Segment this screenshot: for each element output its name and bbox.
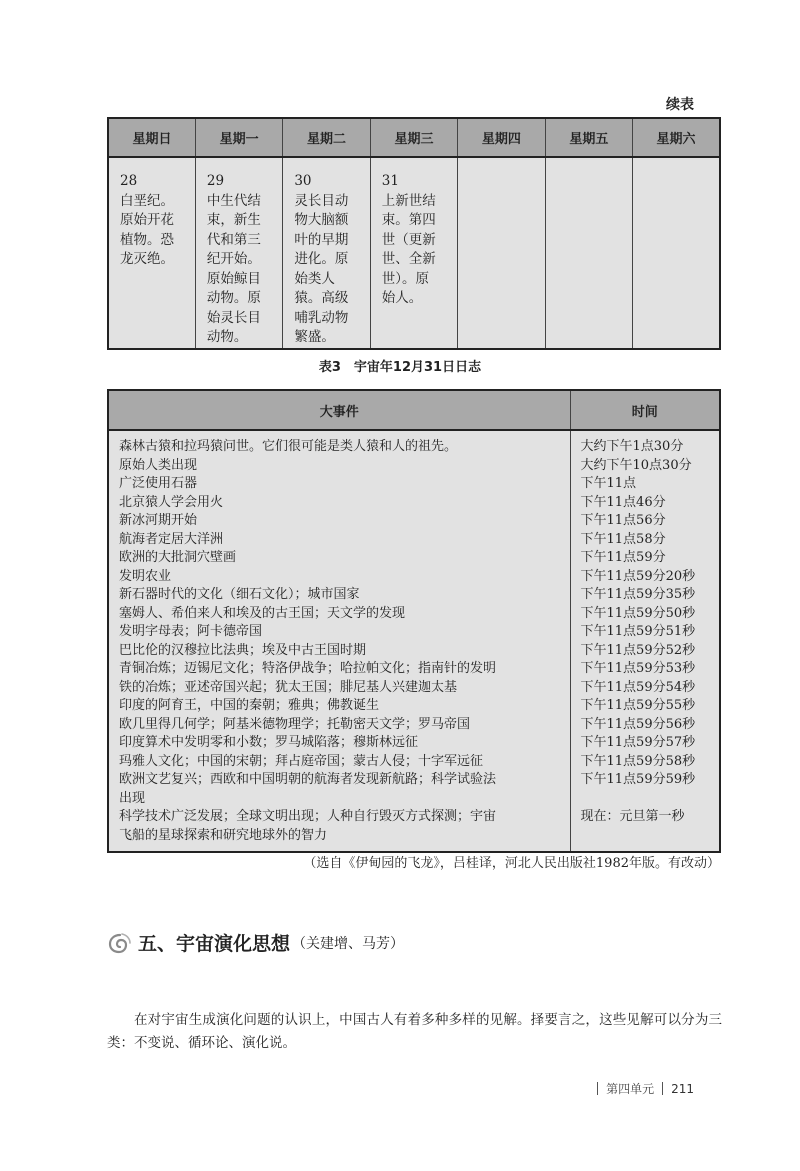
calendar-header-row [108,118,720,157]
cell-line: 世）。原 [381,270,430,287]
time-entry: 下午11点59分55秒 [580,698,696,713]
event-entry: 广泛使用石器 [119,476,198,491]
time-entry: 下午11点 [580,476,637,491]
event-entry: 森林古猿和拉玛猿问世。它们很可能是类人猿和人的祖先。 [119,439,458,454]
event-entry-continued: 出现 [119,790,146,806]
cell-line: 白垩纪。 [120,192,174,209]
cell-line: 动物。 [206,329,248,345]
cell-line: 始类人 [294,270,335,287]
weekday-header: 星期日 [108,118,195,157]
time-entry: 大约下午10点30分 [580,457,692,473]
cell-line: 灵长目动 [294,192,349,209]
event-entry: 巴比伦的汉穆拉比法典；埃及中古王国时期 [119,642,367,658]
time-entry: 下午11点59分54秒 [580,679,696,695]
time-entry: 大约下午1点30分 [580,439,684,454]
footer-divider [662,1082,663,1095]
time-entry: 下午11点59分50秒 [580,605,696,621]
cell-line: 物大脑额 [294,212,349,228]
page-number: 211 [671,1081,694,1096]
event-entry: 塞姆人、希伯来人和埃及的古王国；天文学的发现 [119,605,406,621]
time-entry: 下午11点59分51秒 [580,624,696,639]
calendar-table [107,117,721,350]
footer-divider [597,1082,598,1095]
day-number: 29 [206,173,225,189]
cell-line: 中生代结 [206,192,261,209]
event-entry: 欧几里得几何学；阿基米德物理学；托勒密天文学；罗马帝国 [119,716,471,732]
event-entry: 航海者定居大洋洲 [119,531,224,547]
time-entry: 现在：元旦第一秒 [580,809,685,824]
swirl-icon [108,932,132,954]
cell-line: 纪开始。 [206,251,261,267]
calendar-cell [283,157,370,349]
cell-line: 世（更新 [381,231,436,248]
day-number: 28 [120,173,138,189]
events-header: 大事件 [108,390,570,430]
source-note: （选自《伊甸园的飞龙》，吕桂译，河北人民出版社1982年版。有改动） [303,856,720,871]
cell-line: 束，新生 [206,212,261,228]
event-entry: 欧洲文艺复兴；西欧和中国明朝的航海者发现新航路；科学试验法 [119,772,497,787]
time-entry: 下午11点59分57秒 [580,735,696,750]
time-entry: 下午11点46分 [580,494,666,510]
time-column [570,430,720,852]
section-title: 五、宇宙演化思想 [138,933,291,955]
event-entry: 新冰河期开始 [119,513,198,528]
event-entry: 原始人类出现 [119,457,198,473]
event-entry: 科学技术广泛发展；全球文明出现；人种自行毁灭方式探测；宇宙 [119,809,497,824]
time-entry: 下午11点59分59秒 [580,772,696,787]
calendar-cell-empty [633,157,720,349]
event-entry: 发明农业 [119,568,172,584]
cell-line: 上新世结 [381,192,436,209]
cell-line: 束。第四 [381,212,436,228]
page-footer [597,1080,694,1097]
events-column [108,430,570,852]
table-caption: 表3 宇宙年12月31日日志 [318,360,482,375]
time-entry: 下午11点59分58秒 [580,753,696,769]
continued-label: 续表 [666,97,694,113]
cell-line: 繁盛。 [294,329,335,345]
body-paragraph: 在对宇宙生成演化问题的认识上，中国古人有着多种多样的见解。择要言之，这些见解可以分为三类：不变说、循环论、演化说。 [107,1011,722,1051]
section-heading [108,929,404,956]
cell-line: 进化。原 [294,251,349,267]
weekday-header: 星期三 [370,118,457,157]
cell-line: 龙灭绝。 [120,251,174,267]
time-entry: 下午11点59分53秒 [580,661,696,676]
calendar-cell-empty [458,157,545,349]
calendar-cell [370,157,457,349]
cell-line: 始灵长目 [206,309,261,326]
cell-line: 原始鲸目 [206,270,261,287]
event-entry: 印度的阿育王，中国的秦朝；雅典；佛教诞生 [119,698,380,713]
weekday-header: 星期四 [458,118,545,157]
calendar-cell [195,157,282,349]
event-entry: 欧洲的大批洞穴壁画 [119,550,237,565]
event-entry: 印度算术中发明零和小数；罗马城陷落；穆斯林远征 [119,735,419,750]
events-table [107,389,721,853]
time-entry: 下午11点58分 [580,531,666,547]
day-number: 30 [294,173,312,189]
cell-line: 始人。 [381,290,423,306]
time-entry: 下午11点59分35秒 [580,587,696,602]
section-author: （关建增、马芳） [292,935,405,952]
time-header: 时间 [570,390,720,430]
event-entry: 玛雅人文化；中国的宋朝；拜占庭帝国；蒙古人侵；十字军远征 [119,753,484,769]
row-spacer [581,790,716,809]
cell-line: 植物。恐 [120,231,174,248]
calendar-cell-empty [545,157,632,349]
day-number: 31 [381,173,399,189]
weekday-header: 星期六 [633,118,720,157]
event-entry: 青铜冶炼；迈锡尼文化；特洛伊战争；哈拉帕文化；指南针的发明 [119,661,497,676]
weekday-header: 星期五 [545,118,632,157]
calendar-row [108,157,720,349]
cell-line: 代和第三 [206,231,261,248]
time-entry: 下午11点59分 [580,550,666,565]
time-entry: 下午11点59分56秒 [580,716,696,732]
weekday-header: 星期一 [195,118,282,157]
cell-line: 叶的早期 [294,231,349,248]
time-entry: 下午11点56分 [580,513,666,528]
cell-line: 猿。高级 [294,290,349,306]
cell-line: 动物。原 [206,290,261,306]
event-entry: 新石器时代的文化（细石文化）；城市国家 [119,587,360,602]
cell-line: 世、全新 [381,251,436,267]
calendar-cell [108,157,195,349]
event-entry: 北京猿人学会用火 [119,494,224,510]
time-entry: 下午11点59分20秒 [580,568,696,584]
event-entry-continued: 飞船的星球探索和研究地球外的智力 [119,827,328,843]
event-entry: 发明字母表；阿卡德帝国 [119,624,263,639]
unit-label: 第四单元 [606,1082,655,1096]
time-entry: 下午11点59分52秒 [580,642,696,658]
cell-line: 原始开花 [120,212,174,228]
events-header-row [108,390,720,430]
event-entry: 铁的冶炼；亚述帝国兴起；犹太王国；腓尼基人兴建迦太基 [119,679,458,695]
weekday-header: 星期二 [283,118,370,157]
events-body [108,430,720,852]
cell-line: 哺乳动物 [294,309,349,326]
